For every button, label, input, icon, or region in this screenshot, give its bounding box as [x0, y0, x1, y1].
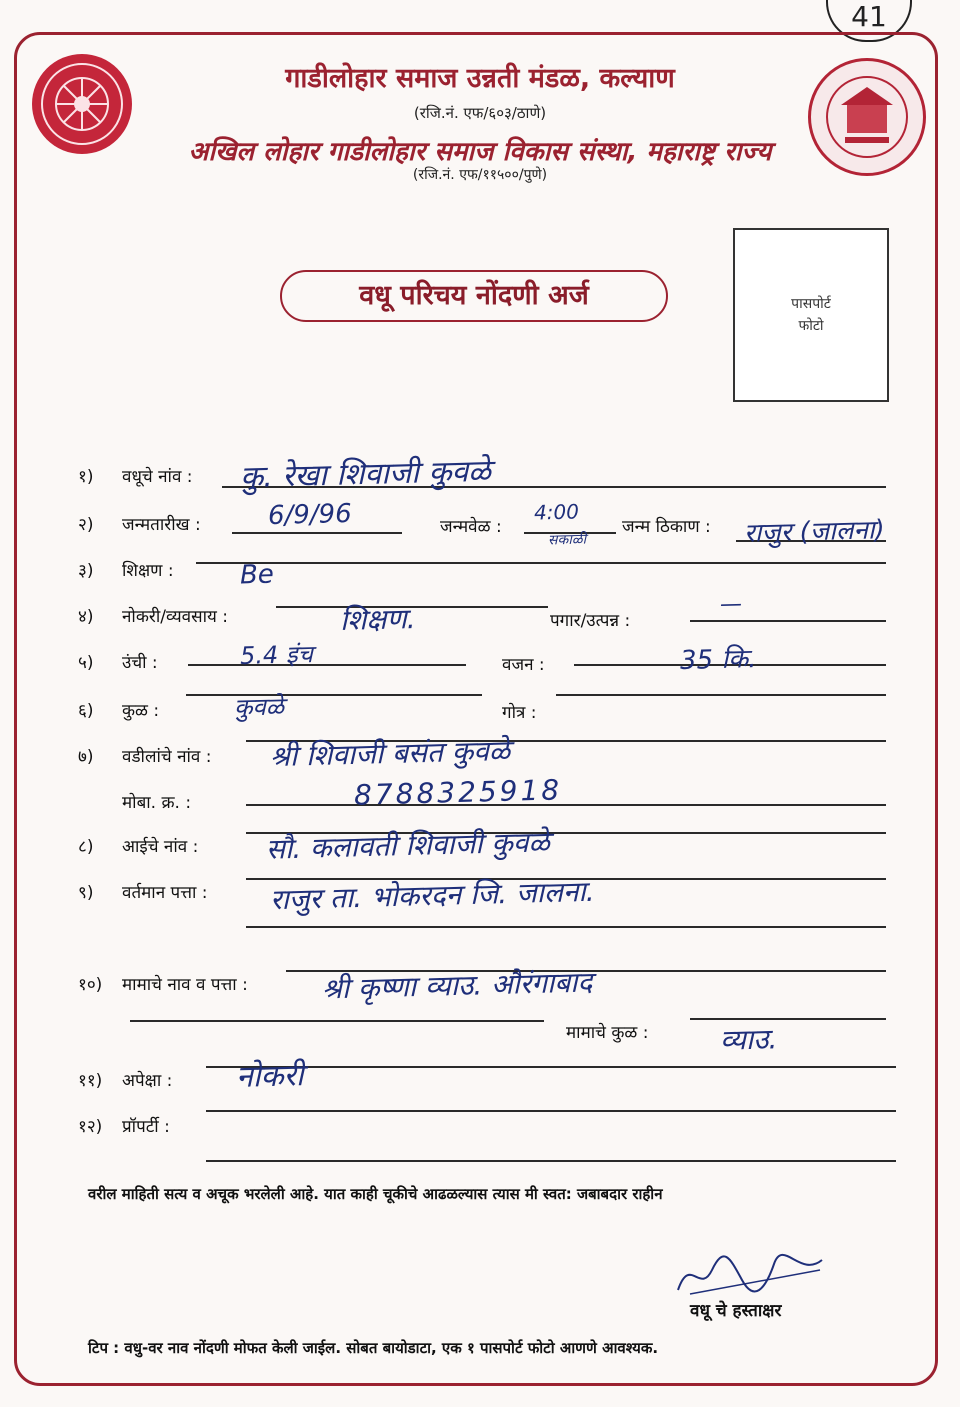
address-line-2: [246, 926, 886, 928]
society-name: अखिल लोहार गाडीलोहार समाज विकास संस्था, महाराष्ट्र राज्य: [188, 137, 772, 167]
occupation-value[interactable]: शिक्षण.: [339, 602, 416, 637]
signature-scribble: [670, 1250, 830, 1300]
gotra-label: गोत्र :: [502, 703, 537, 723]
birth-date-value[interactable]: 6/9/96: [267, 498, 353, 532]
salary-value[interactable]: —: [719, 591, 743, 618]
field-number: ५): [78, 653, 94, 673]
mama-kul-line: [690, 1018, 886, 1020]
mama-value[interactable]: श्री कृष्णा व्याउ. औरंगाबाद: [321, 965, 593, 1006]
birth-date-label: जन्मतारीख :: [122, 515, 201, 535]
mobile-value[interactable]: 8788325918: [353, 773, 563, 812]
property-line-2: [206, 1160, 896, 1162]
education-label: शिक्षण :: [122, 561, 174, 581]
property-label: प्रॉपर्टी :: [122, 1117, 170, 1137]
birth-time-sub[interactable]: सकाळी: [547, 531, 587, 549]
field-number: १०): [78, 975, 103, 995]
mobile-line: [246, 804, 886, 806]
declaration-text: वरील माहिती सत्य व अचूक भरलेली आहे. यात काही चूकीचे आढळल्यास त्यास मी स्वत: जबाबदार राहीन: [88, 1185, 663, 1203]
mother-name-label: आईचे नांव :: [122, 837, 199, 857]
mama-kul-value[interactable]: व्याउ.: [719, 1022, 778, 1057]
mama-line-2: [130, 1020, 544, 1022]
father-name-value[interactable]: श्री शिवाजी बसंत कुवळे: [269, 733, 511, 774]
field-number: ३): [78, 561, 94, 581]
mama-label: मामाचे नाव व पत्ता :: [122, 975, 248, 995]
birth-place-value[interactable]: राजुर (जालना): [743, 515, 886, 549]
field-number: १): [78, 467, 94, 487]
footer-note: टिप : वधु-वर नाव नोंदणी मोफत केली जाईल. सोबत बायोडाटा, एक १ पासपोर्ट फोटो आणणे आवश्यक.: [88, 1339, 659, 1357]
organization-registration: (रजि.नं. एफ/६०३/ठाणे): [413, 104, 547, 122]
mobile-label: मोबा. क्र. :: [122, 793, 192, 813]
signature-label: वधू चे हस्ताक्षर: [690, 1301, 782, 1321]
passport-photo-box: [733, 228, 889, 402]
height-label: उंची :: [122, 653, 158, 673]
weight-value[interactable]: 35 कि.: [679, 644, 757, 676]
field-number: ८): [78, 837, 94, 857]
birth-time-value[interactable]: 4:00: [533, 499, 580, 525]
photo-label-line2: फोटो: [798, 318, 824, 334]
mother-name-value[interactable]: सौ. कलावती शिवाजी कुवळे: [265, 825, 551, 866]
weight-label: वजन :: [502, 655, 545, 675]
birth-place-label: जन्म ठिकाण :: [622, 517, 711, 537]
birth-date-line: [232, 532, 402, 534]
society-registration: (रजि.नं. एफ/११५००/पुणे): [412, 167, 548, 183]
field-number: ६): [78, 701, 94, 721]
education-line: [196, 562, 886, 564]
field-number: ९): [78, 883, 94, 903]
expectation-label: अपेक्षा :: [122, 1071, 173, 1091]
field-number: १२): [78, 1117, 103, 1137]
form-title: वधू परिचय नोंदणी अर्ज: [280, 270, 668, 322]
father-name-label: वडीलांचे नांव :: [122, 747, 212, 767]
salary-label: पगार/उत्पन्न :: [550, 611, 631, 631]
page-number: 41: [826, 0, 912, 42]
address-value[interactable]: राजुर ता. भोकरदन जि. जालना.: [269, 874, 595, 917]
kul-label: कुळ :: [122, 701, 160, 721]
salary-line: [690, 620, 886, 622]
photo-label-line1: पासपोर्ट: [791, 296, 831, 312]
bride-name-value[interactable]: कु. रेखा शिवाजी कुवळे: [239, 453, 492, 496]
property-line-1: [206, 1110, 896, 1112]
height-value[interactable]: 5.4 इंच: [239, 640, 314, 670]
height-line: [188, 664, 466, 666]
education-value[interactable]: Be: [239, 559, 275, 591]
occupation-label: नोकरी/व्यवसाय :: [122, 607, 228, 627]
mama-kul-label: मामाचे कुळ :: [566, 1023, 649, 1043]
field-number: ११): [78, 1071, 103, 1091]
expectation-value[interactable]: नोकरी: [235, 1058, 304, 1095]
bride-name-label: वधूचे नांव :: [122, 467, 193, 487]
address-label: वर्तमान पत्ता :: [122, 883, 208, 903]
gotra-line: [556, 694, 886, 696]
field-number: २): [78, 515, 94, 535]
field-number: ७): [78, 747, 94, 767]
organization-name: गाडीलोहार समाज उन्नती मंडळ, कल्याण: [285, 63, 675, 94]
expectation-line: [206, 1066, 896, 1068]
birth-time-label: जन्मवेळ :: [440, 517, 502, 537]
field-number: ४): [78, 607, 94, 627]
kul-line: [186, 694, 482, 696]
kul-value[interactable]: कुवळे: [233, 692, 285, 722]
